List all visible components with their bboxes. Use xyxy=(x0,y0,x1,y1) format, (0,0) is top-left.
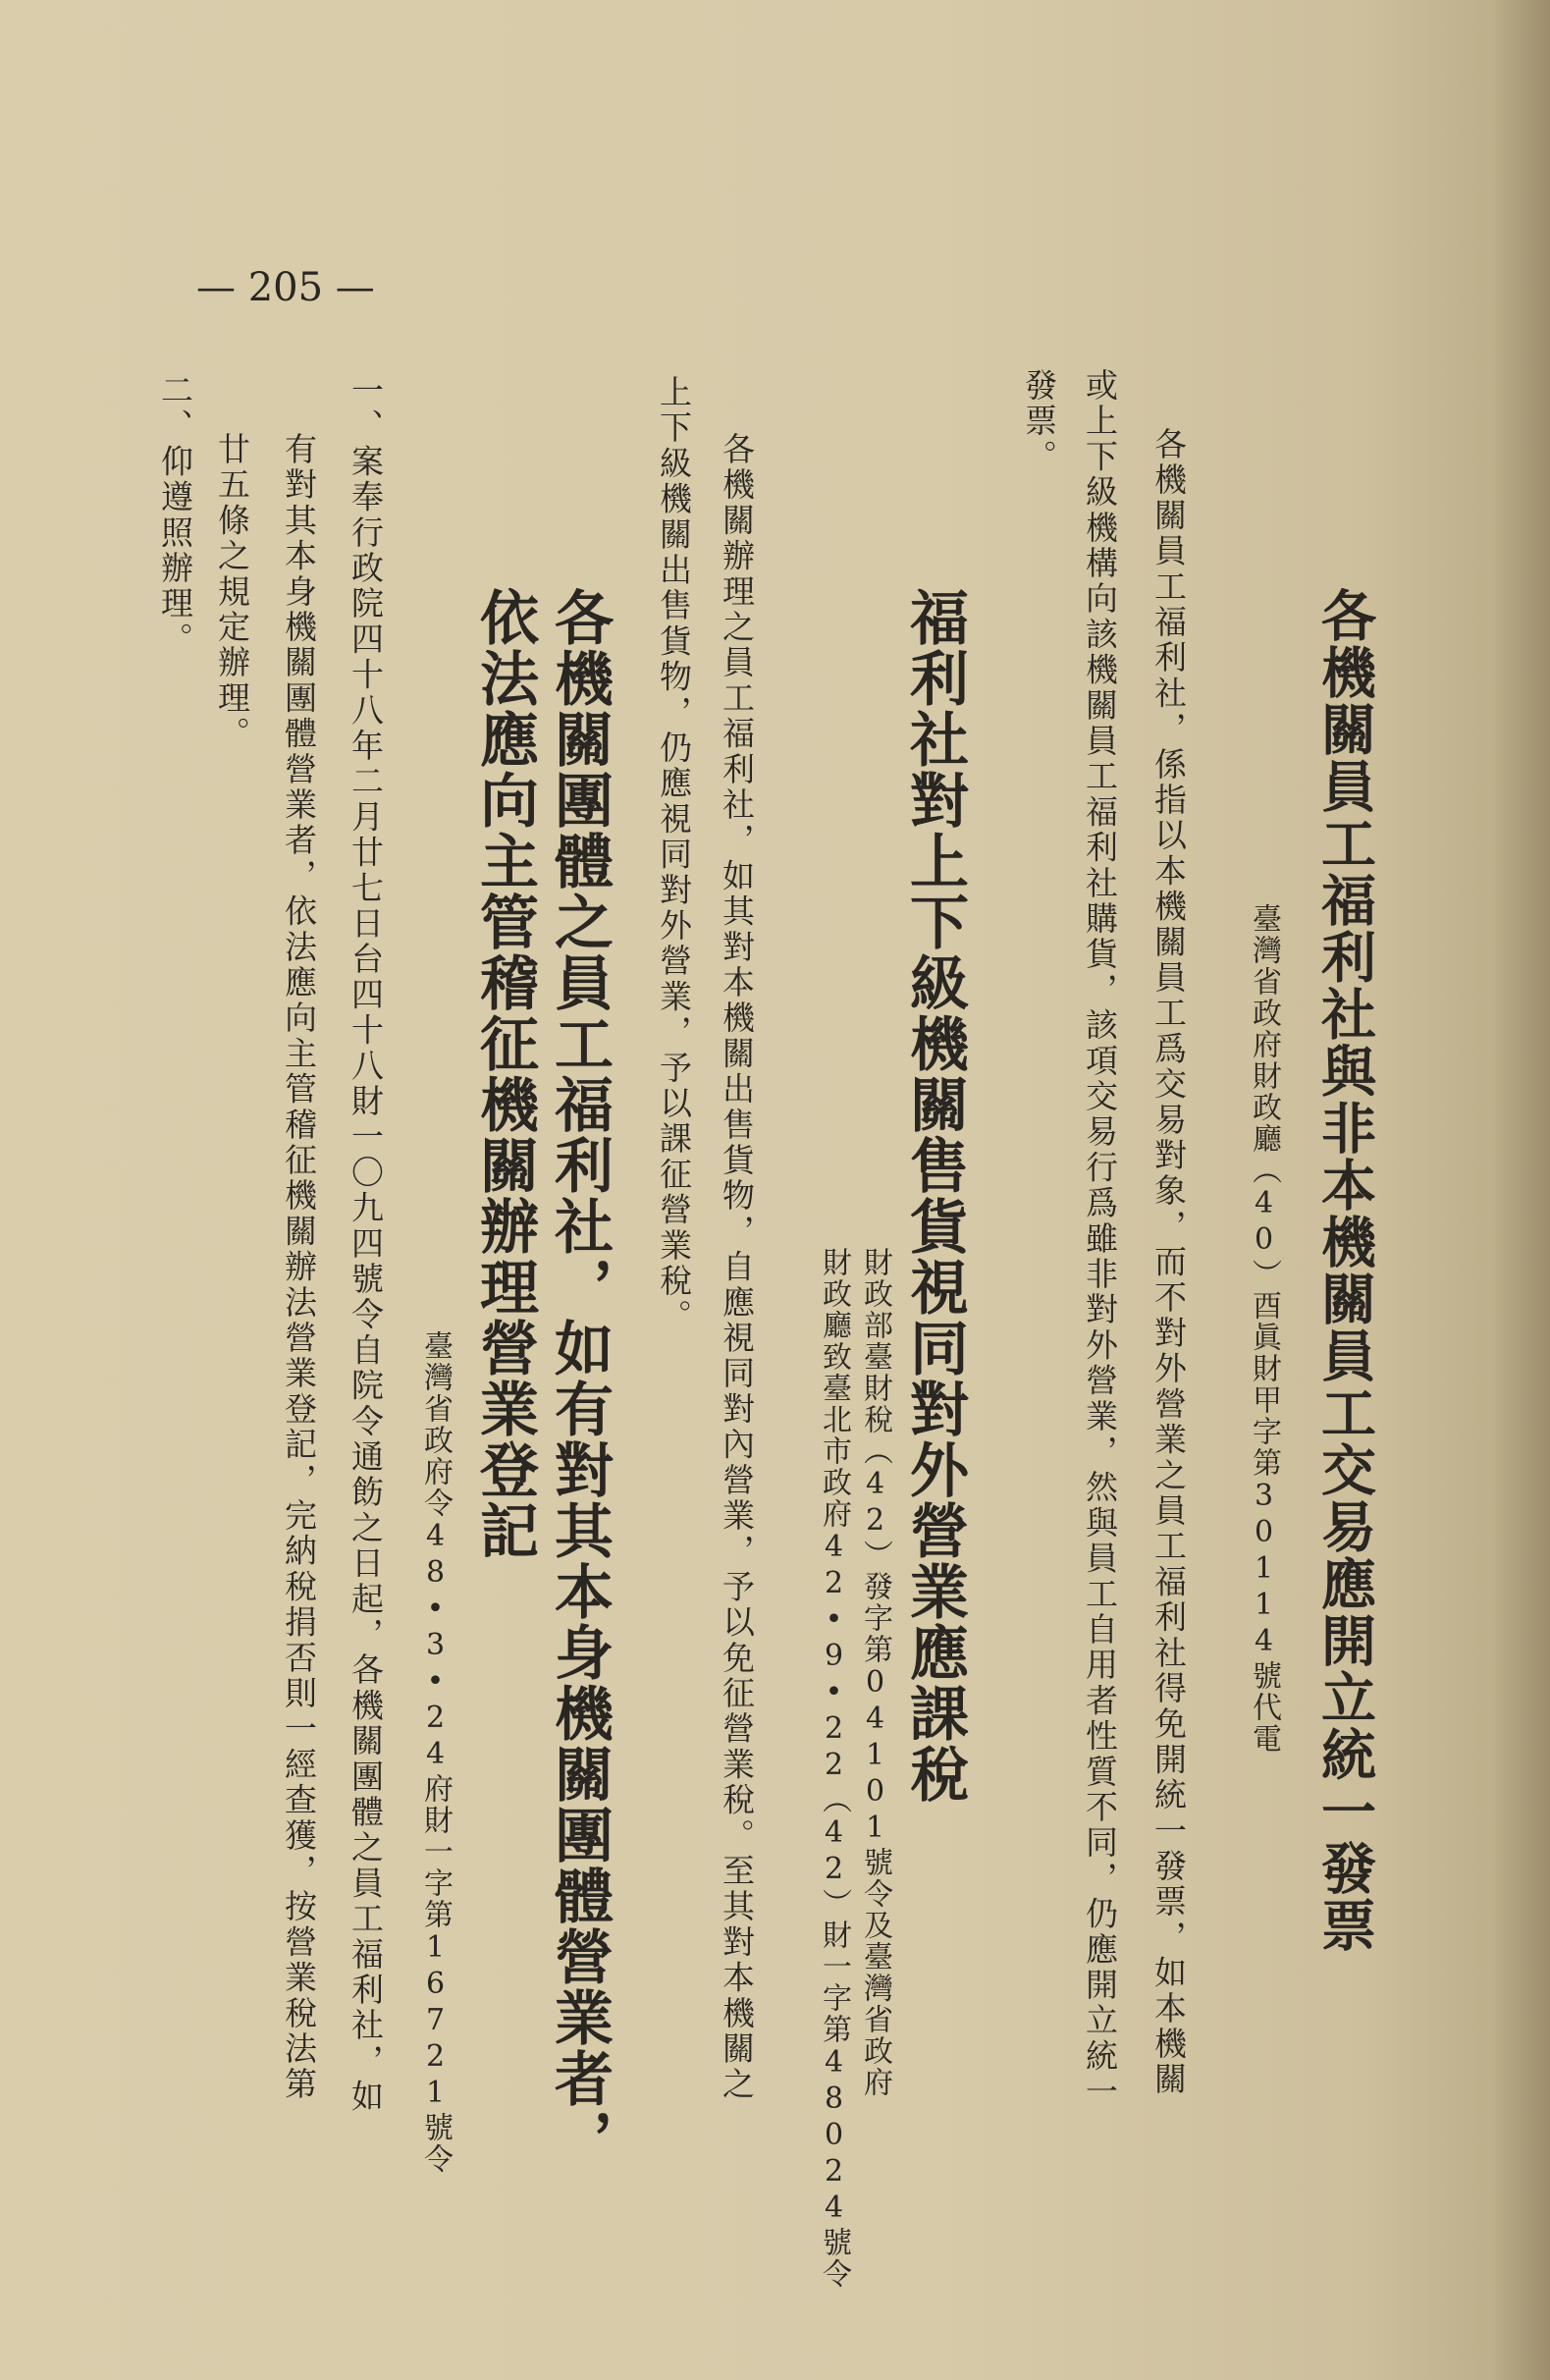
section3-title-line-2: 依法應向主管稽征機關辦理營業登記 xyxy=(470,587,539,1561)
section1-source: 臺灣省政府財政廳（40）酉眞財甲字第30114號代電 xyxy=(1247,903,1281,1755)
section2-body-line-1: 各機關辦理之員工福利社，如其對本機關出售貨物，自應視同對內營業，予以免征營業稅。至其對本機關之 xyxy=(718,432,756,2103)
section1-body-line-2: 或上下級機構向該機關員工福利社購貨，該項交易行爲雖非對外營業，然與員工自用者性質不同，仍應開立統一 xyxy=(1081,368,1119,2110)
section3-item1-line-1: 一、案奉行政院四十八年二月廿七日台四十八財一〇九四號令自院令通飭之日起，各機關團體之員工福利社，如 xyxy=(347,373,385,2115)
section2-title: 福利社對上下級機關售貨視同對外營業應課稅 xyxy=(900,587,969,1805)
section3-title-line-1: 各機關團體之員工福利社，如有對其本身機關團體營業者， xyxy=(545,587,614,2170)
section3-item1-line-3: 廿五條之規定辦理。 xyxy=(213,432,251,752)
section3-item1-line-2: 有對其本身機關團體營業者，依法應向主管稽征機關辦法營業登記，完納稅捐否則一經查獲，按營業稅法第 xyxy=(280,432,318,2103)
section3-source: 臺灣省政府令48•3•24府財一字第16721號令 xyxy=(418,1330,453,2175)
page-number: — 205 — xyxy=(196,265,375,310)
page-binding-shadow xyxy=(1491,0,1550,2380)
section1-body-line-3: 發票。 xyxy=(1020,368,1058,475)
section2-source-line-1: 財政部臺財稅（42）發字第04101號令及臺灣省政府 xyxy=(858,1247,892,2098)
section2-source-line-2: 財政廳致臺北市政府42•9•22（42）財一字第48024號令 xyxy=(817,1247,851,2290)
section1-body-line-1: 各機關員工福利社，係指以本機關員工爲交易對象，而不對外營業之員工福利社得免開統一發票，如本機關 xyxy=(1149,427,1188,2098)
section2-body-line-2: 上下級機關出售貨物，仍應視同對外營業，予以課征營業稅。 xyxy=(655,375,693,1335)
section3-item2: 二、仰遵照辦理。 xyxy=(156,373,194,658)
section1-title: 各機關員工福利社與非本機關員工交易應開立統一發票 xyxy=(1312,587,1377,1954)
